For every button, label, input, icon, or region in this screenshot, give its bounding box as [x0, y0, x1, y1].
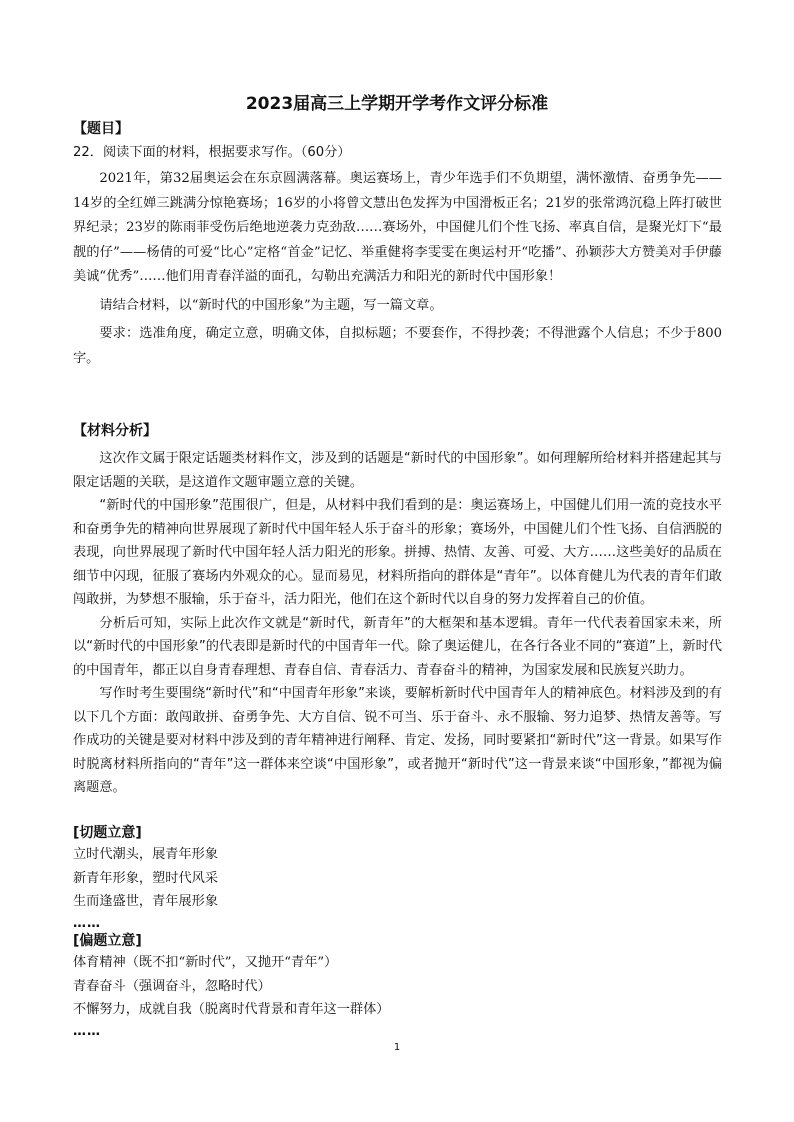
page-title: 2023届高三上学期开学考作文评分标准 — [245, 94, 549, 114]
analysis-paragraph: 这次作文属于限定话题类材料作文，涉及到的话题是“新时代的中国形象”。如何理解所给材料并搭建起其与限定话题的关联，是这道作文题审题立意的关键。 — [73, 451, 722, 490]
question-line: 22．阅读下面的材料，根据要求写作。（60分） — [73, 145, 351, 160]
material-paragraph: 2021年，第32届奥运会在东京圆满落幕。奥运赛场上，青少年选手们不负期望，满怀激情、奋勇争先——14岁的全红婵三跳满分惊艳赛场；16岁的小将曾文慧出色发挥为中国滑板正名；21岁的张常鸿沉稳上阵打破世界纪录；23岁的陈雨菲受伤后绝地逆袭力克劲敌……赛场外，中国健儿们个性飞扬、率真自信，是聚光灯下“最靓的仔”——杨倩的可爱“比心”定格“首金”记忆、举重健将李雯雯在奥运村开“吃播”、孙颖莎大方赞美对手伊藤美诚“优秀”……他们用青春洋溢的面孔，勾勒出充满活力和阳光的新时代中国形象！ — [73, 171, 722, 284]
analysis-heading: 【材料分析】 — [73, 423, 157, 439]
ellipsis: …… — [73, 1023, 101, 1039]
off-topic-item: 青春奋斗（强调奋斗，忽略时代） — [73, 978, 271, 994]
analysis-section — [73, 421, 722, 800]
on-topic-item: 新青年形象，塑时代风采 — [73, 870, 219, 886]
on-topic-item: 生而逢盛世，青年展形象 — [73, 894, 219, 909]
requirements-paragraph: 要求：选准角度，确定立意，明确文体，自拟标题；不要套作，不得抄袭；不得泄露个人信息；不少于800字。 — [73, 326, 722, 366]
off-topic-heading: [偏题立意] — [73, 933, 142, 949]
off-topic-item: 不懈努力，成就自我（脱离时代背景和青年这一群体） — [73, 1002, 390, 1017]
topic-section — [73, 119, 722, 165]
page-number: 1 — [393, 1042, 401, 1053]
on-topic-heading: [切题立意] — [73, 825, 142, 841]
ellipsis: …… — [73, 915, 101, 931]
analysis-paragraph: 写作时考生要围绕“新时代”和“中国青年形象”来谈，要解析新时代中国青年人的精神底色。材料涉及到的有以下几个方面：敢闯敢拼、奋勇争先、大方自信、锐不可当、乐于奋斗、永不服输、努力追梦、热情友善等。写作成功的关键是要对材料中涉及到的青年精神进行阐释、肯定、发扬，同时要紧扣“新时代”这一背景。如果写作时脱离材料所指向的“青年”这一群体来空谈“中国形象”，或者抛开“新时代”这一背景来谈“中国形象，”都视为偏离题意。 — [73, 686, 722, 795]
off-topic-section — [73, 931, 722, 1042]
off-topic-item: 体育精神（既不扣“新时代”，又抛开“青年”） — [73, 955, 338, 970]
analysis-paragraph: “新时代的中国形象”范围很广，但是，从材料中我们看到的是：奥运赛场上，中国健儿们用一流的竞技水平和奋勇争先的精神向世界展现了新时代中国年轻人乐于奋斗的形象；赛场外，中国健儿们个性飞扬、自信洒脱的表现，向世界展现了新时代中国年轻人活力阳光的形象。拼搏、热情、友善、可爱、大方……这些美好的品质在细节中闪现，征服了赛场内外观众的心。显而易见，材料所指向的群体是“青年”。以体育健儿为代表的青年们敢闯敢拼，为梦想不服输，乐于奋斗，活力阳光，他们在这个新时代以自身的努力发挥着自己的价值。 — [73, 498, 722, 607]
topic-heading: 【题目】 — [73, 121, 129, 137]
on-topic-item: 立时代潮头，展青年形象 — [73, 847, 219, 862]
prompt-paragraph: 请结合材料，以“新时代的中国形象”为主题，写一篇文章。 — [99, 297, 443, 313]
on-topic-section — [73, 823, 722, 934]
analysis-paragraph: 分析后可知，实际上此次作文就是“新时代，新青年”的大框架和基本逻辑。青年一代代表着国家未来，所以“新时代的中国形象”的代表即是新时代的中国青年一代。除了奥运健儿，在各行各业不同的“赛道”上，新时代的中国青年，都正以自身青春理想、青春自信、青春活力、青春奋斗的精神，为国家发展和民族复兴助力。 — [73, 615, 722, 678]
material-section — [73, 167, 722, 371]
